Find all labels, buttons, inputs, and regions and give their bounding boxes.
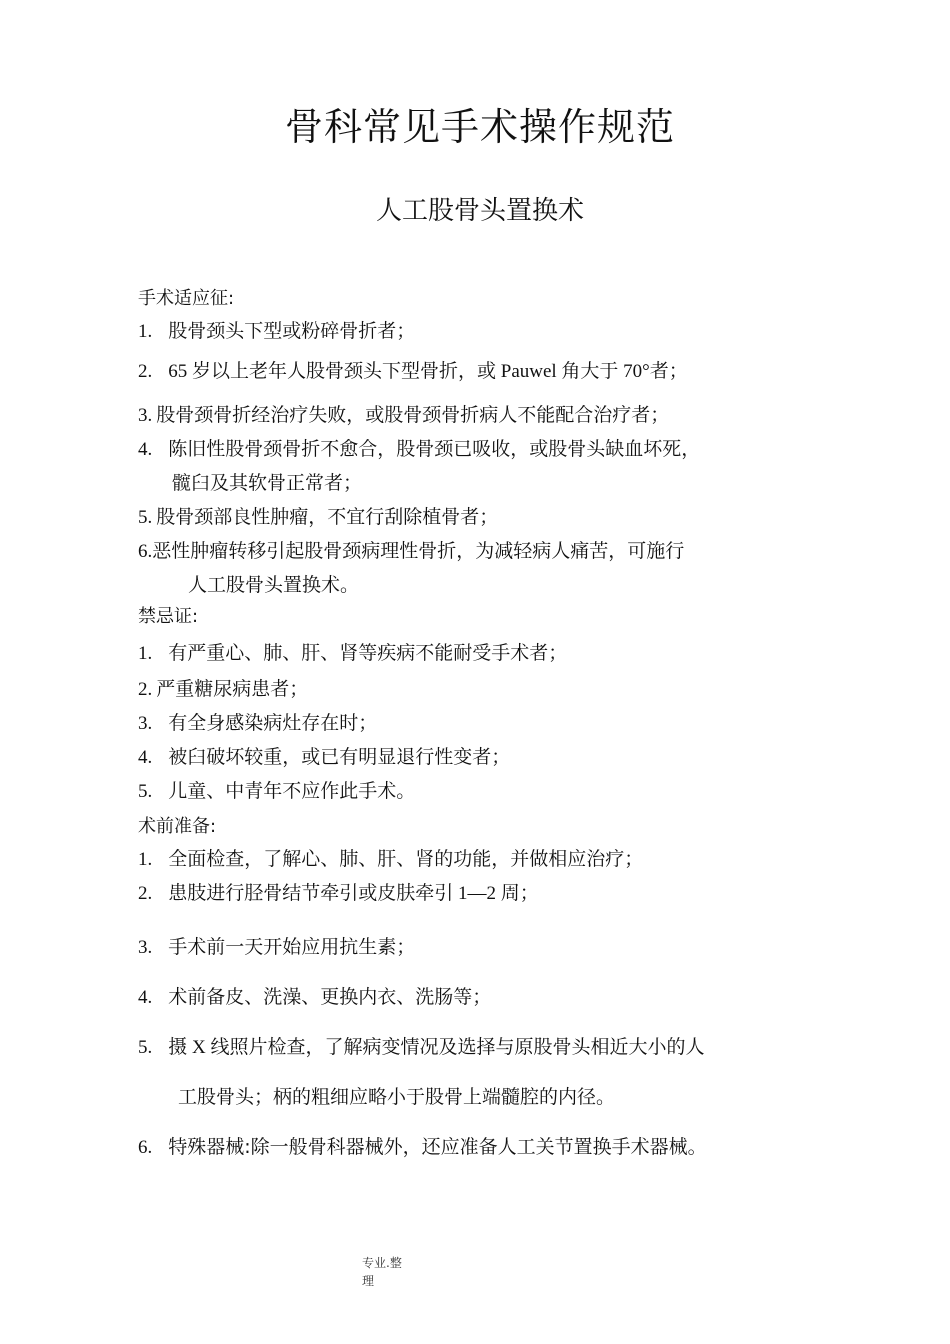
footer-line-1: 专业.整 bbox=[362, 1256, 402, 1270]
item-number: 3. bbox=[138, 713, 153, 734]
preparation-item-1 bbox=[138, 846, 643, 873]
preparation-heading: 术前准备: bbox=[138, 816, 217, 837]
item-number: 6. bbox=[138, 541, 153, 562]
item-text: 有严重心、肺、肝、肾等疾病不能耐受手术者； bbox=[168, 642, 568, 664]
indication-item-3 bbox=[138, 402, 669, 429]
preparation-item-5 bbox=[138, 1034, 704, 1061]
contraindication-item-5 bbox=[138, 778, 415, 805]
contraindication-item-3 bbox=[138, 710, 377, 737]
item-number: 2. bbox=[138, 883, 153, 904]
indication-item-1 bbox=[138, 318, 415, 345]
contraindication-item-4 bbox=[138, 744, 510, 771]
preparation-item-4 bbox=[138, 984, 491, 1011]
item-number: 2. bbox=[138, 361, 153, 382]
item-text: 摄 X 线照片检查，了解病变情况及选择与原股骨头相近大小的人 bbox=[168, 1037, 705, 1058]
contraindication-item-2 bbox=[138, 676, 308, 703]
indication-item-4 bbox=[138, 436, 700, 463]
item-number: 5. bbox=[138, 1037, 153, 1058]
item-text: 特殊器械:除一般骨科器械外，还应准备人工关节置换手术器械。 bbox=[168, 1136, 707, 1158]
indication-item-6 bbox=[138, 538, 684, 565]
document-title: 骨科常见手术操作规范 bbox=[284, 105, 675, 149]
item-text: 儿童、中青年不应作此手术。 bbox=[168, 780, 416, 802]
page-footer bbox=[362, 1254, 422, 1290]
item-number: 1. bbox=[138, 849, 153, 870]
item-number: 2. bbox=[138, 679, 153, 700]
preparation-item-3 bbox=[138, 934, 415, 961]
item-number: 6. bbox=[138, 1137, 153, 1158]
item-text: 股骨颈头下型或粉碎骨折者； bbox=[168, 320, 416, 342]
item-number: 5. bbox=[138, 507, 153, 528]
indication-item-5 bbox=[138, 504, 498, 531]
indication-item-2 bbox=[138, 358, 688, 385]
item-text: 严重糖尿病患者； bbox=[156, 678, 309, 700]
contraindication-item-1 bbox=[138, 640, 567, 667]
document-subtitle: 人工股骨头置换术 bbox=[375, 196, 584, 226]
item-text: 股骨颈骨折经治疗失败，或股骨颈骨折病人不能配合治疗者； bbox=[156, 404, 670, 426]
contraindications-heading: 禁忌证: bbox=[138, 606, 199, 627]
item-number: 4. bbox=[138, 987, 153, 1008]
item-text: 股骨颈部良性肿瘤，不宜行刮除植骨者； bbox=[156, 506, 499, 528]
item-number: 4. bbox=[138, 439, 153, 460]
indication-item-6-continued: 人工股骨头置换术。 bbox=[188, 574, 360, 596]
item-number: 1. bbox=[138, 321, 153, 342]
item-number: 3. bbox=[138, 937, 153, 958]
item-text: 65 岁以上老年人股骨颈头下型骨折，或 Pauwel 角大于 70°者； bbox=[168, 361, 688, 382]
preparation-item-2 bbox=[138, 880, 539, 907]
item-number: 4. bbox=[138, 747, 153, 768]
footer-line-2: 理 bbox=[362, 1274, 375, 1288]
indications-heading: 手术适应征: bbox=[138, 288, 235, 309]
item-text: 手术前一天开始应用抗生素； bbox=[168, 936, 416, 958]
item-text: 有全身感染病灶存在时； bbox=[168, 712, 378, 734]
item-text: 全面检查，了解心、肺、肝、肾的功能，并做相应治疗； bbox=[168, 848, 644, 870]
indication-item-4-continued: 髋臼及其软骨正常者； bbox=[172, 472, 363, 494]
preparation-item-5-continued: 工股骨头；柄的粗细应略小于股骨上端髓腔的内径。 bbox=[178, 1086, 616, 1108]
item-text: 恶性肿瘤转移引起股骨颈病理性骨折，为减轻病人痛苦，可施行 bbox=[152, 540, 685, 562]
item-number: 5. bbox=[138, 781, 153, 802]
item-number: 1. bbox=[138, 643, 153, 664]
preparation-item-6 bbox=[138, 1134, 707, 1161]
item-text: 术前备皮、洗澡、更换内衣、洗肠等； bbox=[168, 986, 492, 1008]
item-number: 3. bbox=[138, 405, 153, 426]
item-text: 陈旧性股骨颈骨折不愈合，股骨颈已吸收，或股骨头缺血坏死， bbox=[168, 438, 701, 460]
item-text: 被臼破坏较重，或已有明显退行性变者； bbox=[168, 746, 511, 768]
item-text: 患肢进行胫骨结节牵引或皮肤牵引 1—2 周； bbox=[168, 883, 539, 904]
